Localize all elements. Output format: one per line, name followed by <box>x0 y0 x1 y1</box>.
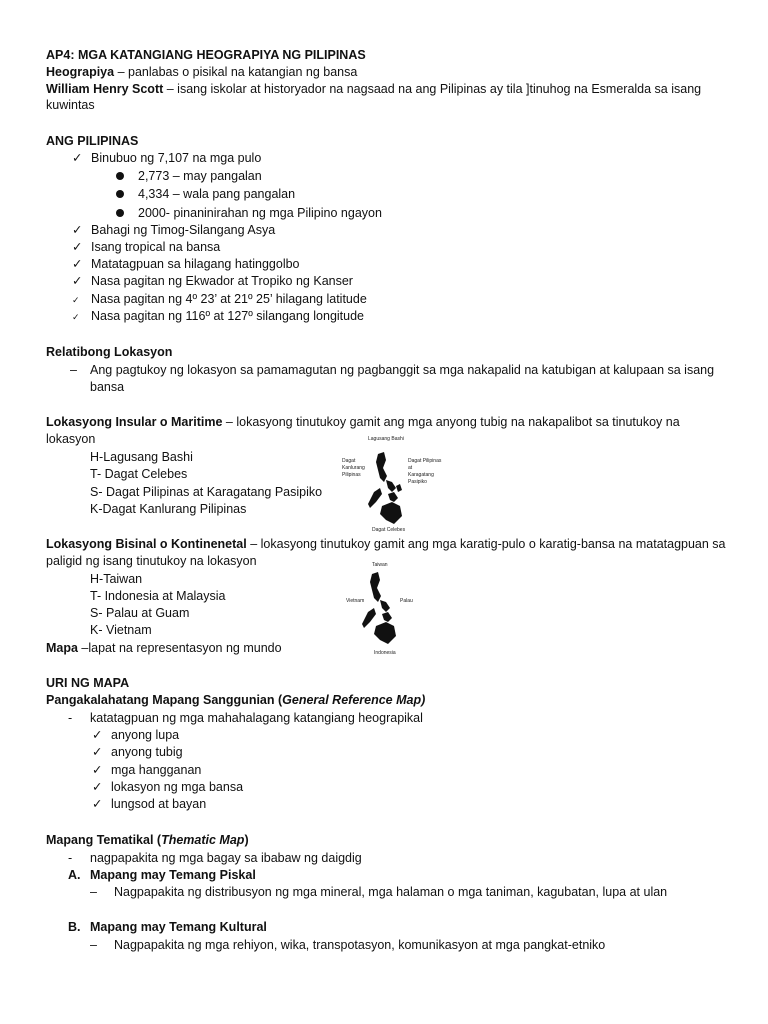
map-label: Pilipinas <box>342 472 361 478</box>
map-label: Taiwan <box>372 562 388 568</box>
subheading-b: B. Mapang may Temang Kultural <box>68 920 267 934</box>
bullet-icon <box>116 190 124 198</box>
section-heading-pilipinas: ANG PILIPINAS <box>46 134 139 148</box>
bullet-icon <box>116 172 124 180</box>
thematic-heading: Mapang Tematikal (Thematic Map) <box>46 833 249 847</box>
archipelago-shape <box>368 452 402 524</box>
map-label: Dagat Celebes <box>372 527 406 532</box>
check-icon: ✓ <box>72 274 83 288</box>
map-label: Dagat <box>342 458 356 464</box>
map-label: Lagusang Bashi <box>368 436 404 442</box>
check-icon: ✓ <box>92 763 103 777</box>
page-title: AP4: MGA KATANGIANG HEOGRAPIYA NG PILIPINAS <box>46 48 366 62</box>
check-icon: ✓ <box>72 295 80 305</box>
check-item: ✓ Binubuo ng 7,107 na mga pulo <box>72 151 262 165</box>
definition-text: – panlabas o pisikal na katangian ng bansa <box>114 65 358 79</box>
bisinal-item: H-Taiwan <box>90 572 143 586</box>
map-label: Vietnam <box>346 598 365 604</box>
general-reference-heading: Pangakalahatang Mapang Sanggunian (General Reference Map) <box>46 693 426 707</box>
insular-item: K-Dagat Kanlurang Pilipinas <box>90 502 247 516</box>
term: Heograpiya <box>46 65 115 79</box>
definition-insular: Lokasyong Insular o Maritime – lokasyong tinutukoy gamit ang mga anyong tubig na nakapalibot sa tinutukoy na <box>46 415 680 429</box>
dash-item: – Ang pagtukoy ng lokasyon sa pamamagutan ng pagbanggit sa mga nakapalid na katubigan at kalupaan sa isang <box>70 363 715 377</box>
check-icon: ✓ <box>92 780 103 794</box>
bisinal-item: S- Palau at Guam <box>90 606 190 620</box>
bisinal-item: T- Indonesia at Malaysia <box>90 589 226 603</box>
map-label: Palau <box>400 598 413 604</box>
check-icon: ✓ <box>72 240 83 254</box>
philippines-map-bisinal <box>344 558 414 656</box>
map-label: Kanlurang <box>342 465 365 471</box>
philippines-map-insular <box>334 432 454 532</box>
map-label: Karagatang <box>408 472 434 478</box>
section-heading-uri: URI NG MAPA <box>46 676 130 690</box>
check-item: ✓ anyong tubig <box>92 745 183 759</box>
bullet-icon <box>116 209 124 217</box>
map-label: Dagat Pilipinas <box>408 458 442 464</box>
definition-mapa: Mapa –lapat na representasyon ng mundo <box>46 641 282 655</box>
check-item: ✓ lokasyon ng mga bansa <box>92 780 244 794</box>
bullet-item: 2000- pinaninirahan ng mga Pilipino ngayon <box>116 205 382 222</box>
check-item: ✓ Nasa pagitan ng 4º 23’ at 21º 25’ hilagang latitude <box>72 291 367 309</box>
check-icon: ✓ <box>72 151 83 165</box>
check-item: ✓ anyong lupa <box>92 728 180 742</box>
definition-heograpiya <box>46 64 357 81</box>
check-icon: ✓ <box>92 797 103 811</box>
definition-scott <box>46 81 701 98</box>
definition-text: – isang iskolar at historyador na nagsaad na ang Pilipinas ay tila ]tinuhog na Esmeralda sa isang <box>163 82 702 96</box>
map-label: Indonesia <box>374 650 396 656</box>
insular-item: T- Dagat Celebes <box>90 467 188 481</box>
dash-item: - nagpapakita ng mga bagay sa ibabaw ng daigdig <box>68 851 362 865</box>
subheading-a: A. Mapang may Temang Piskal <box>68 868 256 882</box>
definition-scott-cont: kuwintas <box>46 98 95 112</box>
dash-item: - katatagpuan ng mga mahahalagang katangiang heograpikal <box>68 711 423 725</box>
check-item: ✓ lungsod at bayan <box>92 797 207 811</box>
dash-item: – Nagpapakita ng mga rehiyon, wika, transpotasyon, komunikasyon at mga pangkat-etniko <box>90 938 606 952</box>
insular-item: S- Dagat Pilipinas at Karagatang Pasipiko <box>90 485 323 499</box>
map-label: at <box>408 465 413 471</box>
definition-bisinal-cont: paligid ng isang tinutukoy na lokasyon <box>46 554 257 568</box>
bullet-item: 2,773 – may pangalan <box>116 168 262 185</box>
check-icon: ✓ <box>72 223 83 237</box>
dash-item: – Nagpapakita ng distribusyon ng mga mineral, mga halaman o mga taniman, kagubatan, lupa at ulan <box>90 885 668 899</box>
dash-item-cont: bansa <box>90 380 125 394</box>
definition-insular-cont: lokasyon <box>46 432 96 446</box>
bullet-item: 4,334 – wala pang pangalan <box>116 186 295 203</box>
check-icon: ✓ <box>92 745 103 759</box>
archipelago-shape <box>362 572 396 644</box>
bisinal-item: K- Vietnam <box>90 623 152 637</box>
check-item: ✓ Bahagi ng Timog-Silangang Asya <box>72 223 276 237</box>
insular-item: H-Lagusang Bashi <box>90 450 193 464</box>
check-item: ✓ mga hangganan <box>92 763 202 777</box>
definition-bisinal: Lokasyong Bisinal o Kontinenetal – lokasyong tinutukoy gamit ang mga karatig-pulo o karatig-bansa na matatagpuan sa <box>46 537 726 551</box>
check-icon: ✓ <box>72 312 80 322</box>
check-icon: ✓ <box>72 257 83 271</box>
dash-icon: – <box>70 363 77 377</box>
term: William Henry Scott <box>46 82 164 96</box>
check-item: ✓ Nasa pagitan ng Ekwador at Tropiko ng Kanser <box>72 274 353 288</box>
check-item: ✓ Isang tropical na bansa <box>72 240 221 254</box>
check-item: ✓ Matatagpuan sa hilagang hatinggolbo <box>72 257 300 271</box>
map-label: Pasipiko <box>408 479 427 485</box>
section-heading-relatibo: Relatibong Lokasyon <box>46 345 173 359</box>
check-item: ✓ Nasa pagitan ng 116º at 127º silangang longitude <box>72 308 364 326</box>
check-icon: ✓ <box>92 728 103 742</box>
